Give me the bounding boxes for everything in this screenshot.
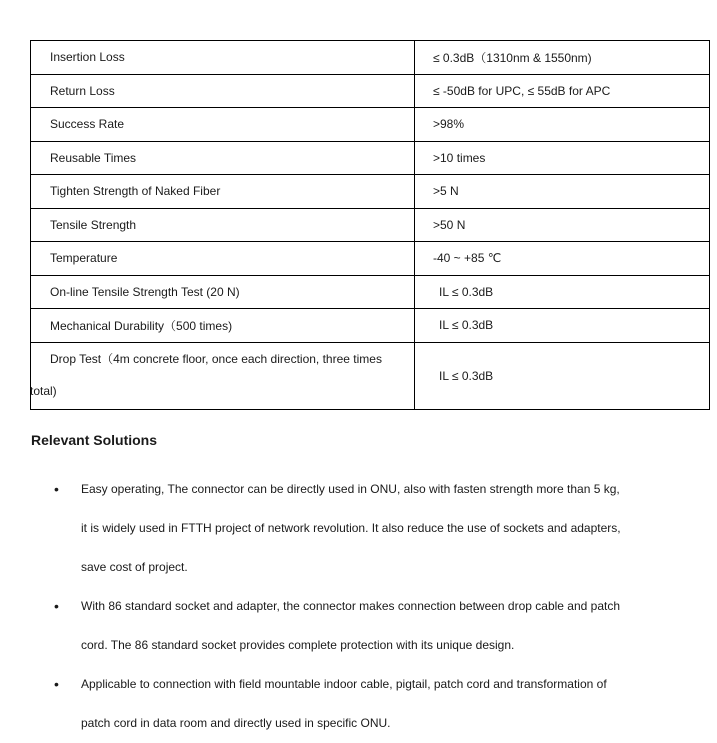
table-row (31, 108, 710, 142)
drop-test-label-line1: Drop Test（4m concrete floor, once each direction, three times (50, 351, 382, 366)
value-cell: ≤ -50dB for UPC, ≤ 55dB for APC (415, 74, 710, 108)
table-row (31, 175, 710, 209)
list-item (0, 665, 621, 743)
property-cell: Success Rate (31, 108, 415, 142)
value-cell: >50 N (415, 208, 710, 242)
property-cell: Temperature (31, 242, 415, 276)
list-item-text: Applicable to connection with field mountable indoor cable, pigtail, patch cord and transformation of patch cord in data room and directly used in specific ONU. (81, 677, 607, 730)
solutions-list (0, 470, 717, 743)
section-title: Relevant Solutions (31, 432, 158, 448)
list-item-text: With 86 standard socket and adapter, the connector makes connection between drop cable and patch cord. The 86 standard socket provides complete protection with its unique design. (81, 599, 621, 652)
property-cell: Tensile Strength (31, 208, 415, 242)
bullet-icon: • (54, 598, 59, 614)
table-row (31, 208, 710, 242)
list-item (0, 470, 621, 587)
property-cell: Tighten Strength of Naked Fiber (31, 175, 415, 209)
table-row (31, 141, 710, 175)
property-cell: On-line Tensile Strength Test (20 N) (31, 275, 415, 309)
property-cell: Reusable Times (31, 141, 415, 175)
property-cell (31, 342, 415, 409)
value-cell: IL ≤ 0.3dB (415, 309, 710, 343)
property-cell: Insertion Loss (31, 41, 415, 75)
table-row-drop-test (31, 342, 710, 409)
value-cell: IL ≤ 0.3dB (415, 342, 710, 409)
table-row (31, 309, 710, 343)
drop-test-label-line2: total) (30, 383, 57, 398)
spec-table (30, 40, 710, 410)
value-cell: -40 ~ +85 ℃ (415, 242, 710, 276)
bullet-icon: • (54, 676, 59, 692)
list-item-text: Easy operating, The connector can be directly used in ONU, also with fasten strength more than 5 kg, it is widely used in FTTH project of network revolution. It also reduce the use of sockets and adapters, save cost of project. (81, 482, 621, 574)
value-cell: >10 times (415, 141, 710, 175)
value-cell: IL ≤ 0.3dB (415, 275, 710, 309)
table-row (31, 242, 710, 276)
table-row (31, 41, 710, 75)
value-cell: >98% (415, 108, 710, 142)
table-row (31, 74, 710, 108)
bullet-icon: • (54, 481, 59, 497)
value-cell: >5 N (415, 175, 710, 209)
property-cell: Return Loss (31, 74, 415, 108)
value-cell: ≤ 0.3dB（1310nm & 1550nm) (415, 41, 710, 75)
property-cell: Mechanical Durability（500 times) (31, 309, 415, 343)
list-item (0, 587, 621, 665)
table-row (31, 275, 710, 309)
